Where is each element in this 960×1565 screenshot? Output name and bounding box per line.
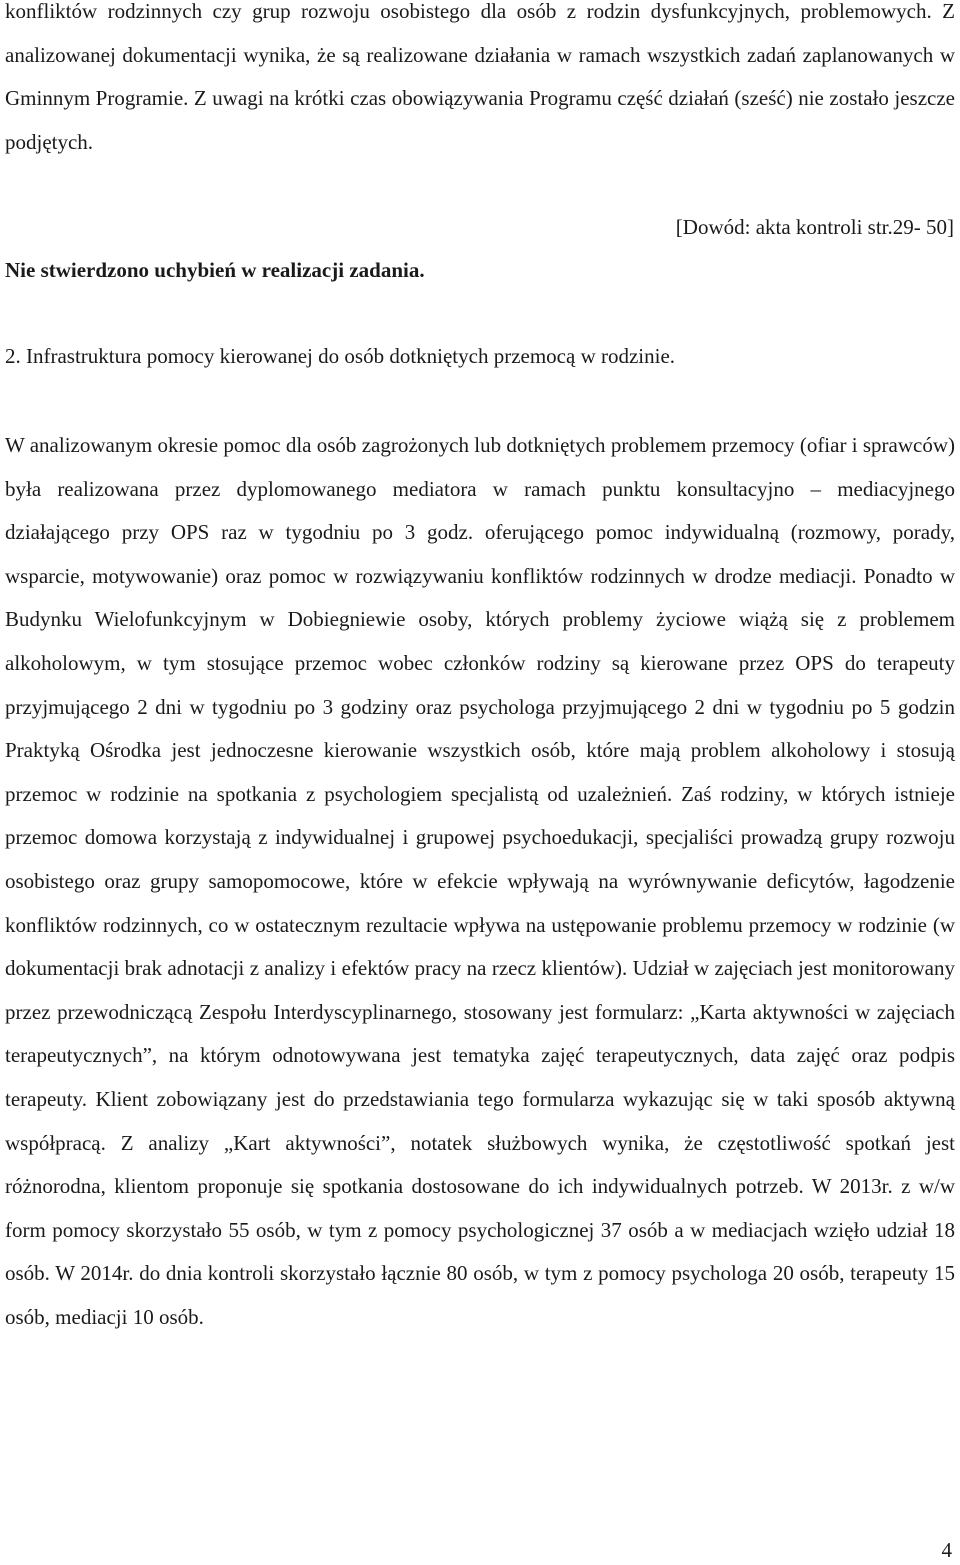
main-paragraph: W analizowanym okresie pomoc dla osób zagrożonych lub dotkniętych problemem przemocy (ofiar i sprawców) była realizowana przez dyplomowanego mediatora w ramach punktu konsultacyjno – mediacyjnego działającego przy OPS raz w tygodniu po 3 godz. oferującego pomoc indywidualną (rozmowy, porady, wsparcie, motywowanie) oraz pomoc w rozwiązywaniu konfliktów rodzinnych w drodze mediacji. Ponadto w Budynku Wielofunkcyjnym w Dobiegniewie osoby, których problemy życiowe wiążą się z problemem alkoholowym, w tym stosujące przemoc wobec członków rodziny są kierowane przez OPS do terapeuty przyjmującego 2 dni w tygodniu po 3 godziny oraz psychologa przyjmującego 2 dni w tygodniu po 5 godzin Praktyką Ośrodka jest jednoczesne kierowanie wszystkich osób, które mają problem alkoholowy i stosują przemoc w rodzinie na spotkania z psychologiem specjalistą od uzależnień. Zaś rodziny, w których istnieje przemoc domowa korzystają z indywidualnej i grupowej psychoedukacji, specjaliści prowadzą grupy rozwoju osobistego oraz grupy samopomocowe, które w efekcie wpływają na wyrównywanie deficytów, łagodzenie konfliktów rodzinnych, co w ostatecznym rezultacie wpływa na ustępowanie problemu przemocy w rodzinie (w dokumentacji brak adnotacji z analizy i efektów pracy na rzecz klientów). Udział w zajęciach jest monitorowany przez przewodniczącą Zespołu Interdyscyplinarnego, stosowany jest formularz: „Karta aktywności w zajęciach terapeutycznych”, na którym odnotowywana jest tematyka zajęć terapeutycznych, data zajęć oraz podpis terapeuty. Klient zobowiązany jest do przedstawiania tego formularza wykazując się w taki sposób aktywną współpracą. Z analizy „Kart aktywności”, notatek służbowych wynika, że częstotliwość spotkań jest różnorodna, klientom proponuje się spotkania dostosowane do ich indywidualnych potrzeb. W 2013r. z w/w form pomocy skorzystało 55 osób, w tym z pomocy psychologicznej 37 osób a w mediacjach wzięło udział 18 osób. W 2014r. do dnia kontroli skorzystało łącznie 80 osób, w tym z pomocy psychologa 20 osób, terapeuty 15 osób, mediacji 10 osób. bbox=[5, 433, 955, 1329]
section-heading: 2. Infrastruktura pomocy kierowanej do osób dotkniętych przemocą w rodzinie. bbox=[5, 344, 676, 368]
evidence-reference: [Dowód: akta kontroli str.29- 50] bbox=[675, 215, 954, 239]
page-number: 4 bbox=[941, 1538, 952, 1562]
intro-paragraph: konfliktów rodzinnych czy grup rozwoju osobistego dla osób z rodzin dysfunkcyjnych, problemowych. Z analizowanej dokumentacji wynika, że są realizowane działania w ramach wszystkich zadań zaplanowanych w Gminnym Programie. Z uwagi na krótki czas obowiązywania Programu część działań (sześć) nie zostało jeszcze podjętych. bbox=[5, 0, 955, 154]
conclusion-statement: Nie stwierdzono uchybień w realizacji zadania. bbox=[5, 258, 425, 282]
